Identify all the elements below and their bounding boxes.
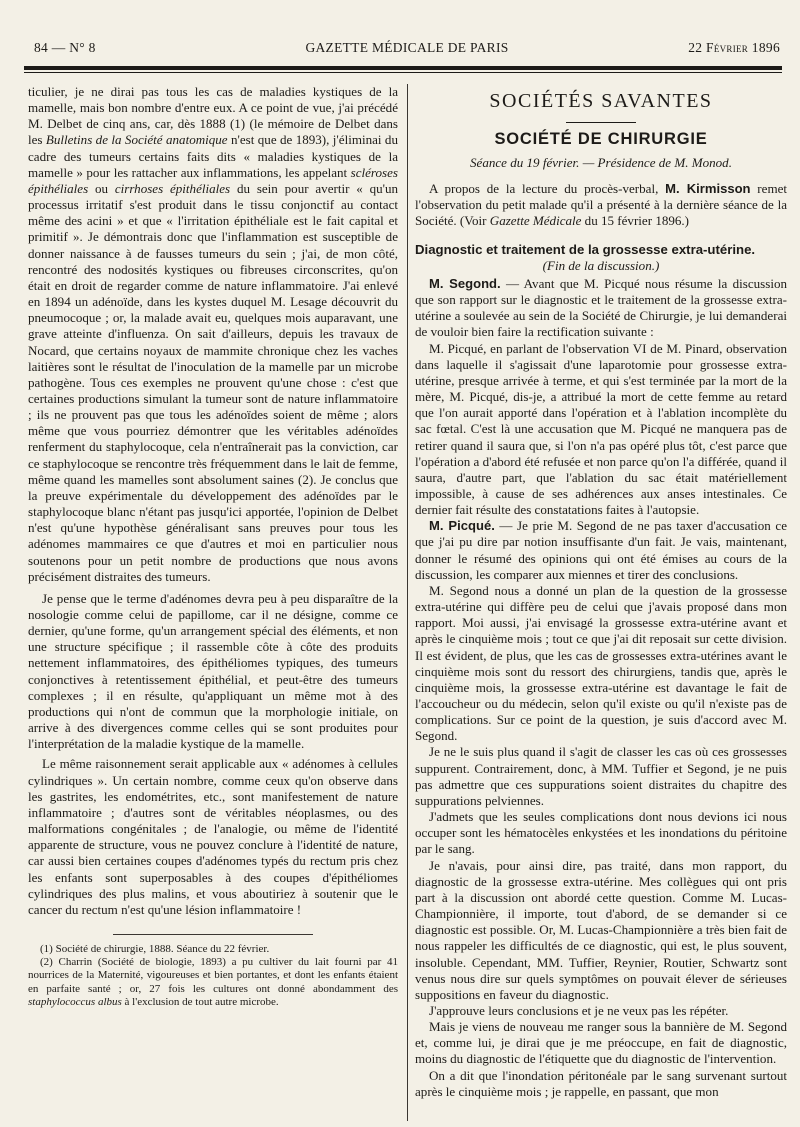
speech-paragraph: Je ne le suis plus quand il s'agit de classer les cas où ces grossesses suppurent. Contrairement, donc, à MM. Tuffier et Segond, je ne puis pas admettre que ces suppurations soient distraites du chapitre des suppurations pelviennes. — [415, 744, 787, 808]
italic-title: Bulletins de la Société anatomique — [45, 132, 228, 148]
running-head — [34, 40, 780, 58]
footnote-1: (1) Société de chirurgie, 1888. Séance du 22 février. — [40, 942, 270, 955]
speech-paragraph: M. Picqué, en parlant de l'observation VI de M. Pinard, observation dans laquelle il s'agissait d'une laparotomie pour grossesse extra-utérine, presque arrivée à terme, et qui s'est terminée par la mort de la mère, M. Picqué, dis-je, a attribué la mort de cette femme au retard que l'on aurait apporté dans l'opération et à l'ablation incomplète du sac fœtal. C'est là une accusation que M. Picqué ne manquera pas de retirer quand il saura que, si l'on n'a pas opéré plus tôt, c'est parce que l'opération a d'abord été refusée et non parce qu'on l'a différée, quand il saura, d'autre part, que l'ablation du sac était matériellement impossible, à cause de ses adhérences aux anses intestinales. Ce dernier fait résulte des constatations faites à l'autopsie. — [415, 340, 787, 518]
speech-paragraph: On a dit que l'inondation péritonéale par le sang survenant surtout après le cinquième mois ; je rappelle, en passant, que mon — [415, 1067, 787, 1099]
intro-paragraph — [415, 181, 787, 229]
text-run: ticulier, je ne dirai pas tous les cas de maladies kystiques de la mamelle, mais bon nombre d'entre eux. A ce point de vue, j'ai précédé M. Delbet de cinq ans, car, dès 1888 (1) (le mémoire de Delbet dans les — [28, 84, 398, 148]
italic-title: Gazette Médicale — [489, 213, 582, 229]
text-run: du 15 février 1896.) — [581, 213, 690, 229]
discussion-heading: Diagnostic et traitement de la grossesse extra-utérine. — [415, 241, 756, 257]
section-title: SOCIÉTÉS SAVANTES — [489, 90, 713, 112]
text-run: — Je prie M. Segond de ne pas taxer d'accusation ce que j'ai pu dire par notion insuffisante d'un fait. Je vais, maintenant, donner le résumé des opinions qui ont été émises au cours de la discussion, les comparer aux miennes et tirer des conclusions. — [415, 518, 787, 582]
left-column — [28, 84, 398, 1009]
article-paragraph: Je pense que le terme d'adénomes devra peu à peu disparaître de la nosologie comme celui de papillome, car il ne désigne, comme ce dernier, qu'une forme, qu'un arrangement spécial des éléments, et non une structure spécifique ; il rassemble côte à côte des produits nettement inflammatoires, des épithéliomes typiques, des tumeurs conjonctives à retentissement épithélial, et peut-être des tumeurs complexes ; il en résulte, qu'appliquant un même mot à des productions qui n'ont de commun que la morphologie initiale, on arrive à des divergences comme celles qui se sont produites pour l'interprétation de la maladie kystique de la mamelle. — [28, 590, 398, 752]
speech-paragraph: J'admets que les seules complications dont nous devions ici nous occuper sont les hématocèles enkystées et les inondations du péritoine par le sang. — [415, 809, 787, 857]
text-run: A propos de la lecture du procès-verbal, — [429, 181, 666, 197]
speech-paragraph: Je n'avais, pour ainsi dire, pas traité, dans mon rapport, du diagnostic de la grossesse extra-utérine. Mes collègues qui ont pris part à la discussion ont abordé cette question. Comme M. Lucas-Championnière, il importe, tout d'abord, de se demander si ce diagnostic est possible. Or, M. Lucas-Championnière a très bien fait de nous rappeler les difficultés de ce diagnostic, qui est, le plus souvent, insoluble. Cependant, MM. Tuffier, Reynier, Routier, Schwartz sont venus nous dire sur quels symptômes on pouvait élever de sérieuses suppositions en faveur du diagnostic. — [415, 857, 787, 1002]
italic-term: scléroses épithéliales — [28, 164, 398, 196]
text-run: n'est que de 1893), j'éliminai du cadre des tumeurs certains faits dits « maladies kystiques de la mamelle » pour les rattacher aux inflammations, les appelant — [28, 132, 398, 180]
article-paragraph: Le même raisonnement serait applicable aux « adénomes à cellules cylindriques ». Un certain nombre, comme ceux qu'on observe dans les gastrites, les endométrites, etc., sont manifestement de nature inflammatoire ; d'autres sont de véritables néoplasmes, ou des malformations congénitales ; de l'analogie, ou même de l'identité apparente de structure, vous ne pouvez conclure à l'identité de nature, car aussi bien certaines coupes d'adénomes typés du rectum pris chez les enfants sont superposables à des coupes d'épithéliomes cylindriques des plus malins, et vous aboutiriez à soutenir que le cancer du rectum n'est qu'une lésion inflammatoire ! — [28, 756, 398, 917]
speech-paragraph: Mais je viens de nouveau me ranger sous la bannière de M. Segond et, comme lui, je dirai que je me préoccupe, en fait de diagnostic, moins du diagnostic de l'étiquette que du diagnostic de l'intervention. — [415, 1019, 787, 1067]
header-thin-rule — [24, 72, 782, 73]
text-run: remet l'observation du petit malade qu'il a présenté à la dernière séance de la Société. (Voir — [415, 181, 788, 229]
speaker-name: M. Segond. — [429, 275, 501, 291]
text-run: ou — [88, 180, 115, 196]
right-column — [415, 84, 787, 1100]
section-rule — [566, 122, 636, 123]
italic-term: staphylococcus albus — [28, 995, 122, 1008]
footnote-rule — [113, 934, 313, 935]
article-paragraph — [28, 84, 398, 585]
speech-paragraph: J'approuve leurs conclusions et je ne veux pas les répéter. — [429, 1002, 729, 1018]
page-number: 84 — N° 8 — [34, 40, 96, 55]
header-thick-rule — [24, 66, 782, 70]
end-of-discussion-note: (Fin de la discussion.) — [542, 257, 660, 273]
seance-line: Séance du 19 février. — Présidence de M. Monod. — [470, 155, 732, 170]
speaker-name: M. Kirmisson — [665, 181, 751, 197]
text-run: (2) Charrin (Société de biologie, 1893) a pu cultiver du lait fourni par 41 nourrices de la Maternité, vigoureuses et bien portantes, et dont les enfants étaient en parfaite santé ; or, 27 fois les cultures ont donné abondamment des — [28, 956, 398, 995]
text-run: — Avant que M. Picqué nous résume la discussion que son rapport sur le diagnostic et le traitement de la grossesse extra-utérine a soulevée au sein de la Société de Chirurgie, je lui demanderai de vouloir bien faire la rectification suivante : — [415, 275, 787, 340]
text-run: à l'exclusion de tout autre microbe. — [121, 995, 279, 1008]
journal-title: GAZETTE MÉDICALE DE PARIS — [305, 40, 509, 55]
speech-paragraph: M. Segond nous a donné un plan de la question de la grossesse extra-utérine qui diffère peu de celui que j'avais proposé dans mon rapport. Moi aussi, j'ai envisagé la grossesse extra-utérine avant et après le cinquième mois ; tout ce que j'ai dit reposait sur cette division. Il est évident, de plus, que les cas de grossesses extra-utérines avant le cinquième mois sont du ressort des chirurgiens, tandis que, après le cinquième mois, la grossesse extra-utérine est davantage le fait de l'accoucheur ou du médecin, selon qu'il existe ou qu'il n'existe pas de complications. Sur ce point de la question, je suis d'accord avec M. Segond. — [415, 582, 787, 744]
footnote-2 — [28, 956, 398, 1009]
speech-paragraph — [415, 518, 787, 583]
column-divider — [407, 84, 408, 1121]
issue-date: 22 Février 1896 — [688, 40, 780, 55]
text-run: du sein pour avertir « qu'un processus irritatif s'est produit dans le tissu conjonctif au contact même des acini » et que « l'irritation épithéliale est le fait capital et primitif ». Je démontrais donc que l'inflammation est susceptible de donner naissance à de fausses tumeurs du sein ; j'ai, de mon côté, rencontré des nodosités kystiques ou fibreuses circonscrites, qu'on était en droit de regarder comme de nature inflammatoire. J'ai enlevé en 1894 un adénoïde, dans les kystes duquel M. Lesage découvrit du pneumocoque ; or, la malade avait eu, quelques mois auparavant, une grave atteinte d'influenza. On sait d'ailleurs, depuis les travaux de Nocard, que certains noyaux de mammite chronique chez les vaches laitières sont le résultat de l'inoculation de la mamelle par un microbe pathogène. Tous ces exemples ne prouvent qu'une chose : c'est que certaines productions simulant la tumeur sont de nature inflammatoire ; ils ne prouvent pas que tous les adénoïdes soient de même ; alors même que vous pourriez démontrer que les véritables adénoïdes renferment du staphylocoque, cela n'entraînerait pas la conviction, car ce staphylocoque se rencontre très fréquemment dans le lait de femme, même quand les mamelles sont absolument saines (2). Je conclus que la preuve expérimentale du développement des adénoïdes par le staphylocoque blanc n'étant pas jusqu'ici apportée, l'opinion de Delbet n'est qu'une hypothèse généralisant sans preuves pour tous les adénomes mammaires ce que d'autres et moi en particulier nous soutenons pour un petit nombre de productions que nous avons précisément distraites des tumeurs. — [28, 180, 399, 584]
speech-paragraph — [415, 276, 787, 341]
speaker-name: M. Picqué. — [429, 518, 495, 534]
italic-term: cirrhoses épithéliales — [114, 180, 231, 196]
society-title: SOCIÉTÉ DE CHIRURGIE — [494, 130, 708, 148]
